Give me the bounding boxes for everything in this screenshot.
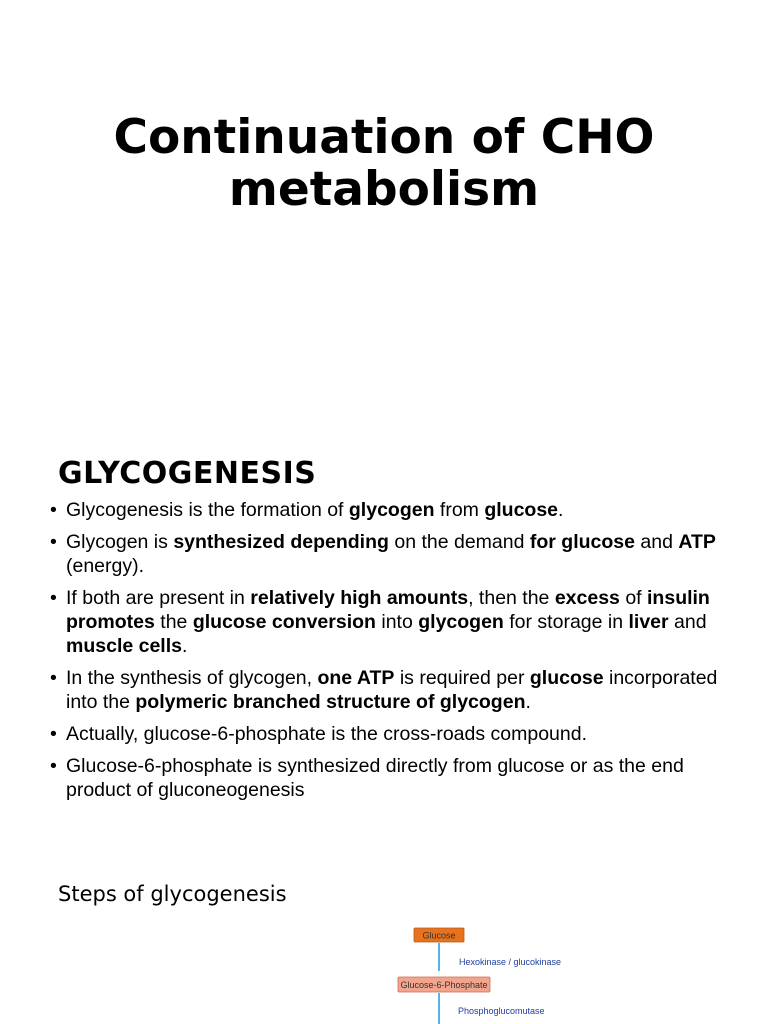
bold-text: glucose xyxy=(484,499,559,521)
bullet-dot-icon: • xyxy=(50,531,57,553)
bold-text: synthesized depending xyxy=(173,531,389,553)
text: . xyxy=(558,499,564,521)
steps-caption: Steps of glycogenesis xyxy=(58,882,287,906)
bold-text: glycogen xyxy=(418,611,504,633)
text: is required per xyxy=(394,667,530,689)
text: on the demand xyxy=(388,531,530,553)
text: Glycogenesis is the formation of xyxy=(66,499,349,521)
text: for storage in xyxy=(503,611,629,633)
text: (energy). xyxy=(66,555,145,577)
text: into xyxy=(375,611,419,633)
bold-text: glucose conversion xyxy=(192,611,376,633)
text: and xyxy=(634,531,679,553)
text: of xyxy=(619,587,648,609)
text: If both are present in xyxy=(66,587,251,609)
bullet-dot-icon: • xyxy=(50,667,57,689)
bold-text: ATP xyxy=(678,531,716,553)
section-heading: GLYCOGENESIS xyxy=(58,456,317,491)
text: . xyxy=(182,635,188,657)
bold-text: insulin promotes xyxy=(66,587,710,633)
slide-title-line-2: metabolism xyxy=(228,162,540,217)
bullet-dot-icon: • xyxy=(50,587,57,609)
text: , then the xyxy=(468,587,555,609)
text: Glucose-6-phosphate is synthesized directly from glucose or as the end product of gluconeogenesis xyxy=(66,755,684,801)
enzyme-label-hexokinase: Hexokinase / glucokinase xyxy=(459,957,562,967)
bold-text: excess xyxy=(554,587,620,609)
text: Glycogen is xyxy=(66,531,174,553)
bold-text: glucose xyxy=(529,667,604,689)
bold-text: for glucose xyxy=(529,531,635,553)
text: and xyxy=(668,611,707,633)
glucose-6-phosphate-box-label: Glucose-6-Phosphate xyxy=(400,980,488,990)
glucose-box-label: Glucose xyxy=(422,930,456,941)
bold-text: polymeric branched structure of glycogen xyxy=(135,691,526,713)
bullet-dot-icon: • xyxy=(50,499,57,521)
bold-text: relatively high amounts xyxy=(250,587,469,609)
text: Actually, glucose-6-phosphate is the cross-roads compound. xyxy=(66,723,587,745)
bold-text: muscle cells xyxy=(66,635,182,657)
text: In the synthesis of glycogen, xyxy=(66,667,318,689)
text: . xyxy=(525,691,531,713)
bullet-dot-icon: • xyxy=(50,755,57,777)
text: incorporated into the xyxy=(66,667,718,713)
enzyme-label-phosphoglucomutase: Phosphoglucomutase xyxy=(458,1006,545,1016)
bold-text: glycogen xyxy=(348,499,435,521)
text: the xyxy=(154,611,193,633)
bold-text: one ATP xyxy=(317,667,395,689)
slide-title-line-1: Continuation of CHO xyxy=(113,110,655,165)
bullet-dot-icon: • xyxy=(50,723,57,745)
text: from xyxy=(434,499,485,521)
bold-text: liver xyxy=(628,611,669,633)
